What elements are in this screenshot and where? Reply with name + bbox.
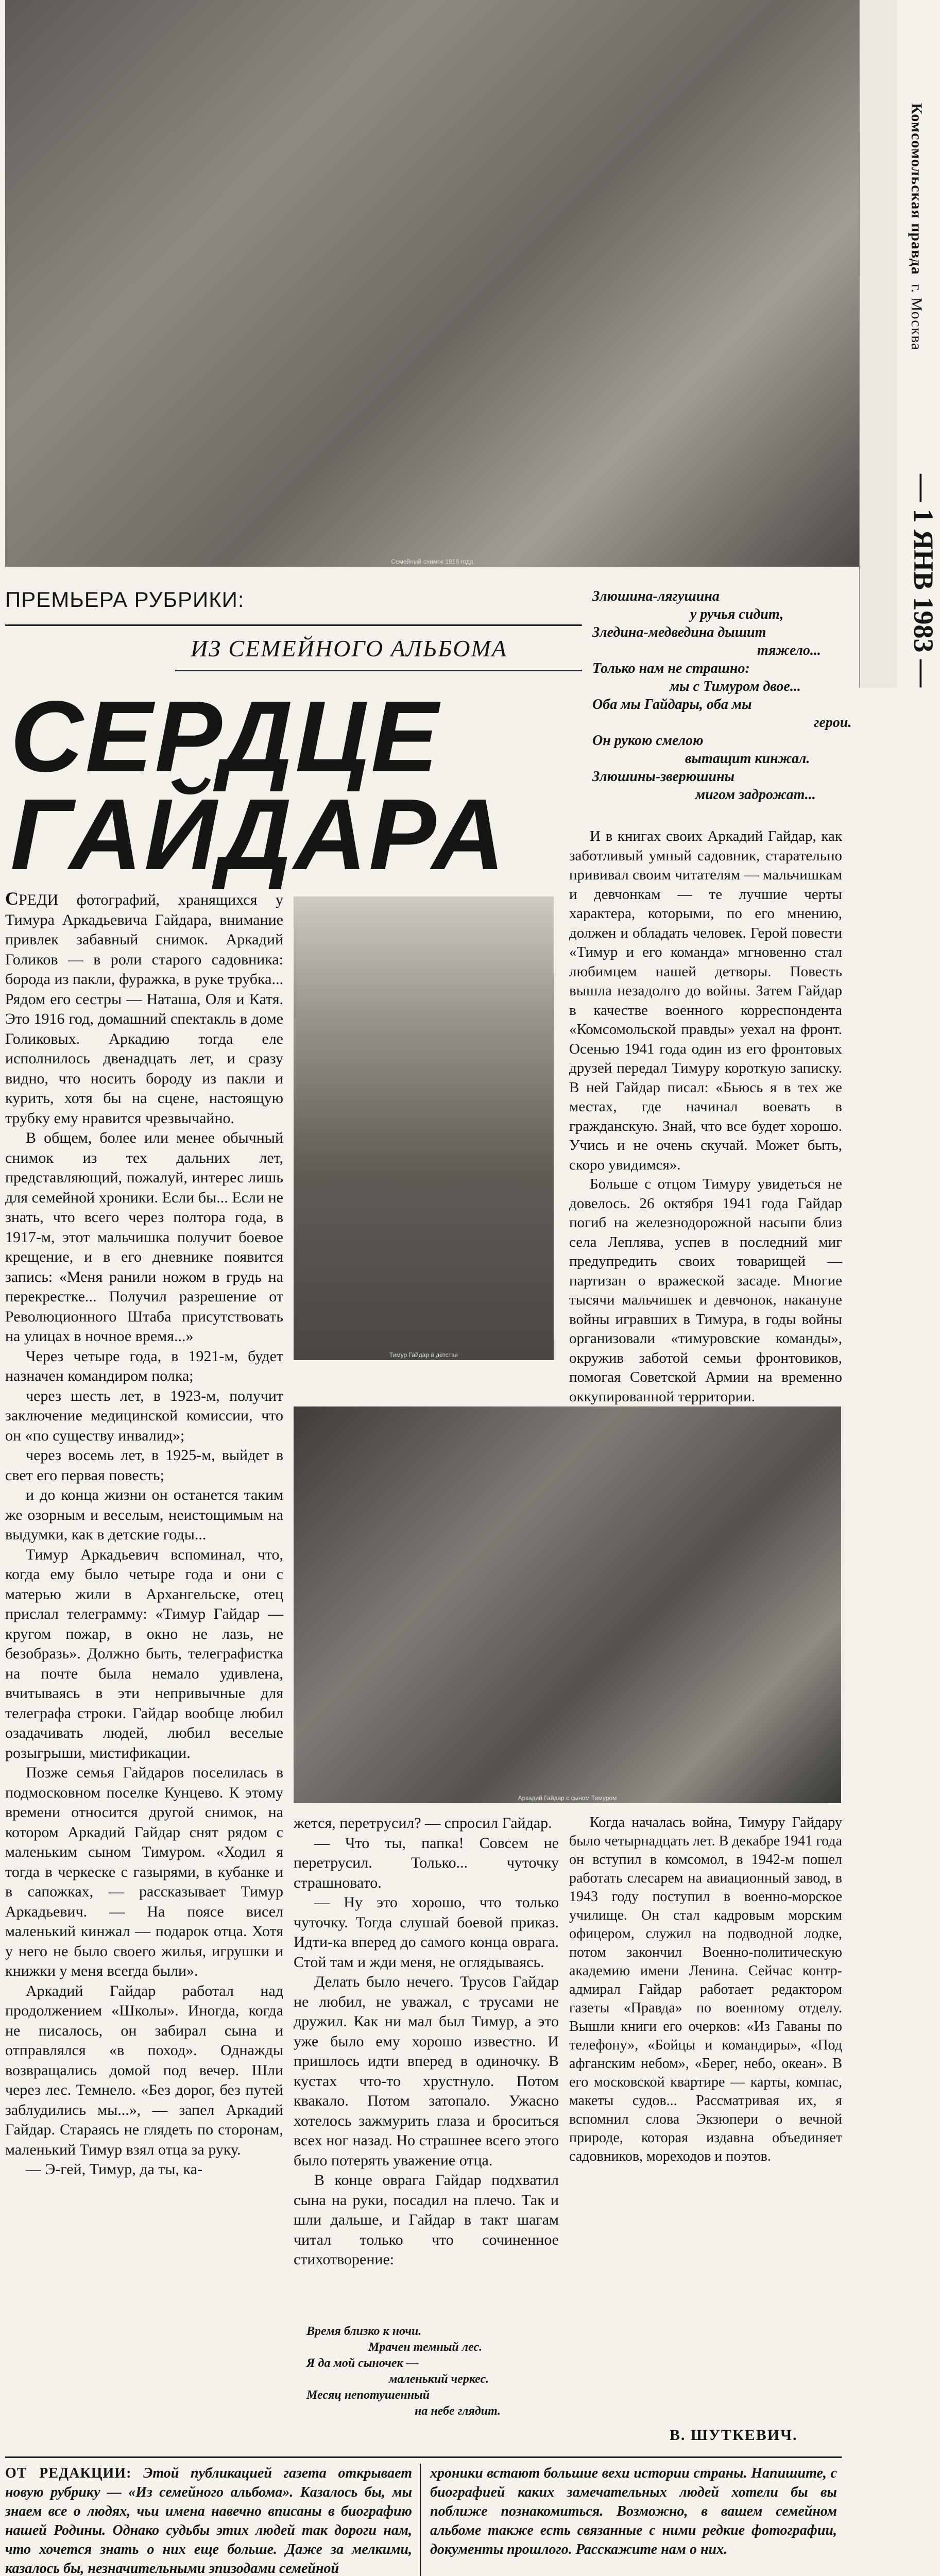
article-paragraph: Делать было нечего. Трусов Гайдар не любил, не уважал, с трусами не дружил. Как ни мал был Тимур, а это уже было ему хорошо известно. И пришлось идти вперед в одиночку. В кустах что-то хрустнуло. Потом квакало. Потом затопало. Ужасно хотелось зажмурить глаза и броситься всех ног назад. Но страшнее всего этого было потерять уважение отца.: [294, 1973, 559, 2169]
article-column-3: [569, 827, 842, 1406]
article-column-2: [294, 1814, 559, 2270]
editorial-label: ОТ РЕДАКЦИИ:: [5, 2465, 132, 2481]
epigraph-line: мигом задрожат...: [695, 787, 816, 803]
article-paragraph: СРЕДИ фотографий, хранящихся у Тимура Аркадьевича Гайдара, внимание привлек забавный снимок. Аркадий Голиков — в роли старого садовника: борода из пакли, фуражка, в руке трубка... Рядом его сестры — Наташа, Оля и Катя. Это 1916 год, домашний спектакль в доме Голиковых. Аркадию тогда еле исполнилось двенадцать лет, и сразу видно, что носить бороду из пакли и курить, хотя бы на сцене, настоящую трубку ему нравится чрезвычайно.: [5, 888, 283, 1127]
editorial-divider: [420, 2464, 421, 2576]
epigraph-line: тяжело...: [757, 642, 821, 658]
article-paragraph: Когда началась война, Тимуру Гайдару было четырнадцать лет. В декабре 1941 года он вступил в комсомол, в 1942-м пошел работать слесарем на авиационный завод, в 1943 году поступил в военно-морское училище. Он стал кадровым морским офицером, служил на подводной лодке, потом закончил Военно-политическую академию имени Ленина. Сейчас контр-адмирал Гайдар работает редактором газеты «Правда» по военному отделу. Вышли книги его очерков: «Из Гаваны по телефону», «Бойцы и командиры», «Под афганским небом», «Берег, небо, океан». В его московской квартире — карты, компас, макеты судов... Рассматривая их, я вспомнил слова Экзюпери о вечной природе, которая издавна объединяет садовников, мореходов и поэтов.: [569, 1815, 842, 2164]
article-paragraph: В общем, более или менее обычный снимок из тех дальних лет, представляющий, пожалуй, интерес лишь для семейной хроники. Если бы... Если не знать, что всего через полтора года, в 1917-м, этот мальчишка получит боевое крещение, и в его дневнике появится запись: «Меня ранили ножом в грудь на перекрестке... Получил разрешение от Революционного Штаба присутствовать на улицах в ночное время...»: [5, 1129, 283, 1345]
father-son-caption: Аркадий Гайдар с сыном Тимуром: [518, 1794, 617, 1802]
signature: В. ШУТКЕВИЧ.: [670, 2427, 798, 2444]
headline-line2: ГАЙДАРА: [10, 778, 507, 891]
editorial-left: [5, 2464, 412, 2576]
poem-line: Месяц непотушенный: [306, 2388, 430, 2402]
newspaper-date: — 1 ЯНВ 1983 —: [908, 474, 939, 688]
article-paragraph: Аркадий Гайдар работал над продолжением «Школы». Иногда, когда не писалось, он забирал сына и отправлялся «в поход». Однажды возвращались домой под вечер. Шли через лес. Темнело. «Без дорог, без путей заблудились мы...», — запел Аркадий Гайдар. Стараясь не глядеть по сторонам, маленький Тимур взял отца за руку.: [5, 1982, 283, 2158]
timur-child-caption: Тимур Гайдар в детстве: [389, 1351, 458, 1359]
epigraph-line: Только нам не страшно:: [592, 660, 750, 676]
epigraph-line: Злюшины-зверюшины: [592, 769, 735, 785]
article-paragraph: В конце оврага Гайдар подхватил сына на руки, посадил на плечо. Так и шли дальше, и Гайдар в такт шагам читал только что сочиненное стихотворение:: [294, 2172, 559, 2268]
father-son-photo: [294, 1406, 841, 1803]
clipping-strip: [859, 0, 897, 688]
article-poem: [306, 2324, 549, 2419]
poem-line: на небе глядит.: [415, 2404, 501, 2418]
epigraph-line: Оба мы Гайдары, оба мы: [592, 697, 752, 713]
epigraph-line: герои.: [814, 715, 852, 731]
poem-line: Время близко к ночи.: [306, 2325, 422, 2338]
epigraph-line: мы с Тимуром двое...: [670, 679, 801, 694]
headline-line1: СЕРДЦЕ: [10, 680, 440, 793]
poem-line: Мрачен темный лес.: [368, 2341, 483, 2354]
epigraph-line: у ручья сидит,: [690, 606, 784, 622]
article-paragraph: Позже семья Гайдаров поселилась в подмосковном поселке Кунцево. К этому времени относится другой снимок, на котором Аркадий Гайдар снят рядом с маленьким сыном Тимуром. «Ходил я тогда в черкеске с газырями, в кубанке и в сапожках, — рассказывает Тимур Аркадьевич. — На поясе висел маленький кинжал — подарок отца. Хотя у него не было своего жилья, игрушки и книжки у меня всегда были».: [5, 1764, 283, 1979]
family-photo-caption: Семейный снимок 1916 года: [391, 558, 473, 565]
article-paragraph: Больше с отцом Тимуру увидеться не довелось. 26 октября 1941 года Гайдар погиб на железнодорожной насыпи близ села Леплява, успев в последний миг предупредить своих товарищей — партизан о вражеской засаде. Многие тысячи мальчишек и девчонок, накануне войны игравших в Тимура, в годы войны организовали «тимуровские команды», окружив заботой семьи фронтовиков, помогая Советской Армии на временно оккупированной территории.: [569, 1176, 842, 1405]
article-column-3b: [569, 1814, 842, 2166]
family-photo: [5, 0, 859, 567]
article-paragraph: жется, перетрусил? — спросил Гайдар.: [294, 1815, 552, 1832]
article-paragraph: Тимур Аркадьевич вспоминал, что, когда ему было четыре года и они с матерью жили в Архангельске, отец прислал телеграмму: «Тимур Гайдар — кругом пожар, в окно не лазь, не безобразь». Должно быть, телеграфистка на почте была немало удивлена, вчитываясь в эти непривычные для телеграфа строки. Гайдар вообще любил озадачивать людей, любил веселые розыгрыши, мистификации.: [5, 1546, 283, 1761]
epigraph-line: Злюшина-лягушина: [592, 588, 720, 604]
editorial-text-left: Этой публикацией газета открывает новую рубрику — «Из семейного альбома». Казалось бы, мы знаем все о людях, чьи имена навечно вписаны в биографию нашей Родины. Однако судьбы этих людей так дороги нам, что хочется знать о них еще больше. Даже за мелкими, казалось бы, незначительными эпизодами семейной: [5, 2465, 412, 2576]
epigraph-line: Зледина-медведина дышит: [592, 624, 766, 640]
article-paragraph: Через четыре года, в 1921-м, будет назначен командиром полка;: [5, 1347, 283, 1384]
article-paragraph: через шесть лет, в 1923-м, получит заключение медицинской комиссии, что он «по существу инвалид»;: [5, 1387, 283, 1444]
newspaper-name: Комсомольская правда г. Москва: [908, 103, 925, 351]
rubric-label: ПРЕМЬЕРА РУБРИКИ:: [5, 587, 245, 612]
poem-line: маленький черкес.: [389, 2372, 489, 2386]
timur-child-photo: [294, 896, 554, 1360]
poem-line: Я да мой сыночек —: [306, 2357, 419, 2370]
article-column-1: [5, 889, 283, 2180]
epigraph-line: вытащит кинжал.: [685, 751, 810, 767]
rubric-title: ИЗ СЕМЕЙНОГО АЛЬБОМА: [191, 635, 507, 662]
editorial-rule: [5, 2456, 842, 2458]
epigraph-line: Он рукою смелою: [592, 733, 704, 749]
editorial-right: хроники встают большие вехи истории страны. Напишите, с биографией каких замечательных людей хотели бы вы поближе познакомиться. Возможно, в вашем семейном альбоме также есть связанные с ними редкие фотографии, документы прошлого. Расскажите нам о них.: [430, 2465, 837, 2557]
article-paragraph: — Э-гей, Тимур, да ты, ка-: [26, 2161, 202, 2178]
article-paragraph: — Что ты, папка! Совсем не перетрусил. Только... чуточку страшновато.: [294, 1834, 559, 1891]
epigraph: [592, 587, 855, 804]
rubric-rule: [5, 624, 582, 626]
article-paragraph: и до конца жизни он останется таким же озорным и веселым, неистощимым на выдумки, как в детские годы...: [5, 1486, 283, 1543]
rubric-rule-bottom: [175, 670, 582, 671]
article-paragraph: И в книгах своих Аркадий Гайдар, как заботливый умный садовник, старательно прививал своим читателям — мальчишкам и девчонкам — те лучшие черты характера, которыми, по его мнению, должен и обладать человек. Герой повести «Тимур и его команда» мгновенно стал любимцем нашей детворы. Повесть вышла незадолго до войны. Затем Гайдар в качестве военного корреспондента «Комсомольской правды» уехал на фронт. Осенью 1941 года один из его фронтовых друзей передал Тимуру короткую записку. В ней Гайдар писал: «Бьюсь я в тех же местах, где начинал воевать в гражданскую. Знай, что все будет хорошо. Учись и не очень скучай. Может быть, скоро увидимся».: [569, 828, 842, 1173]
dropcap: С: [5, 888, 19, 909]
article-paragraph: — Ну это хорошо, что только чуточку. Тогда слушай боевой приказ. Идти-ка вперед до самого конца оврага. Стой там и жди меня, не оглядываясь.: [294, 1894, 559, 1971]
article-paragraph: через восемь лет, в 1925-м, выйдет в свет его первая повесть;: [5, 1447, 283, 1484]
